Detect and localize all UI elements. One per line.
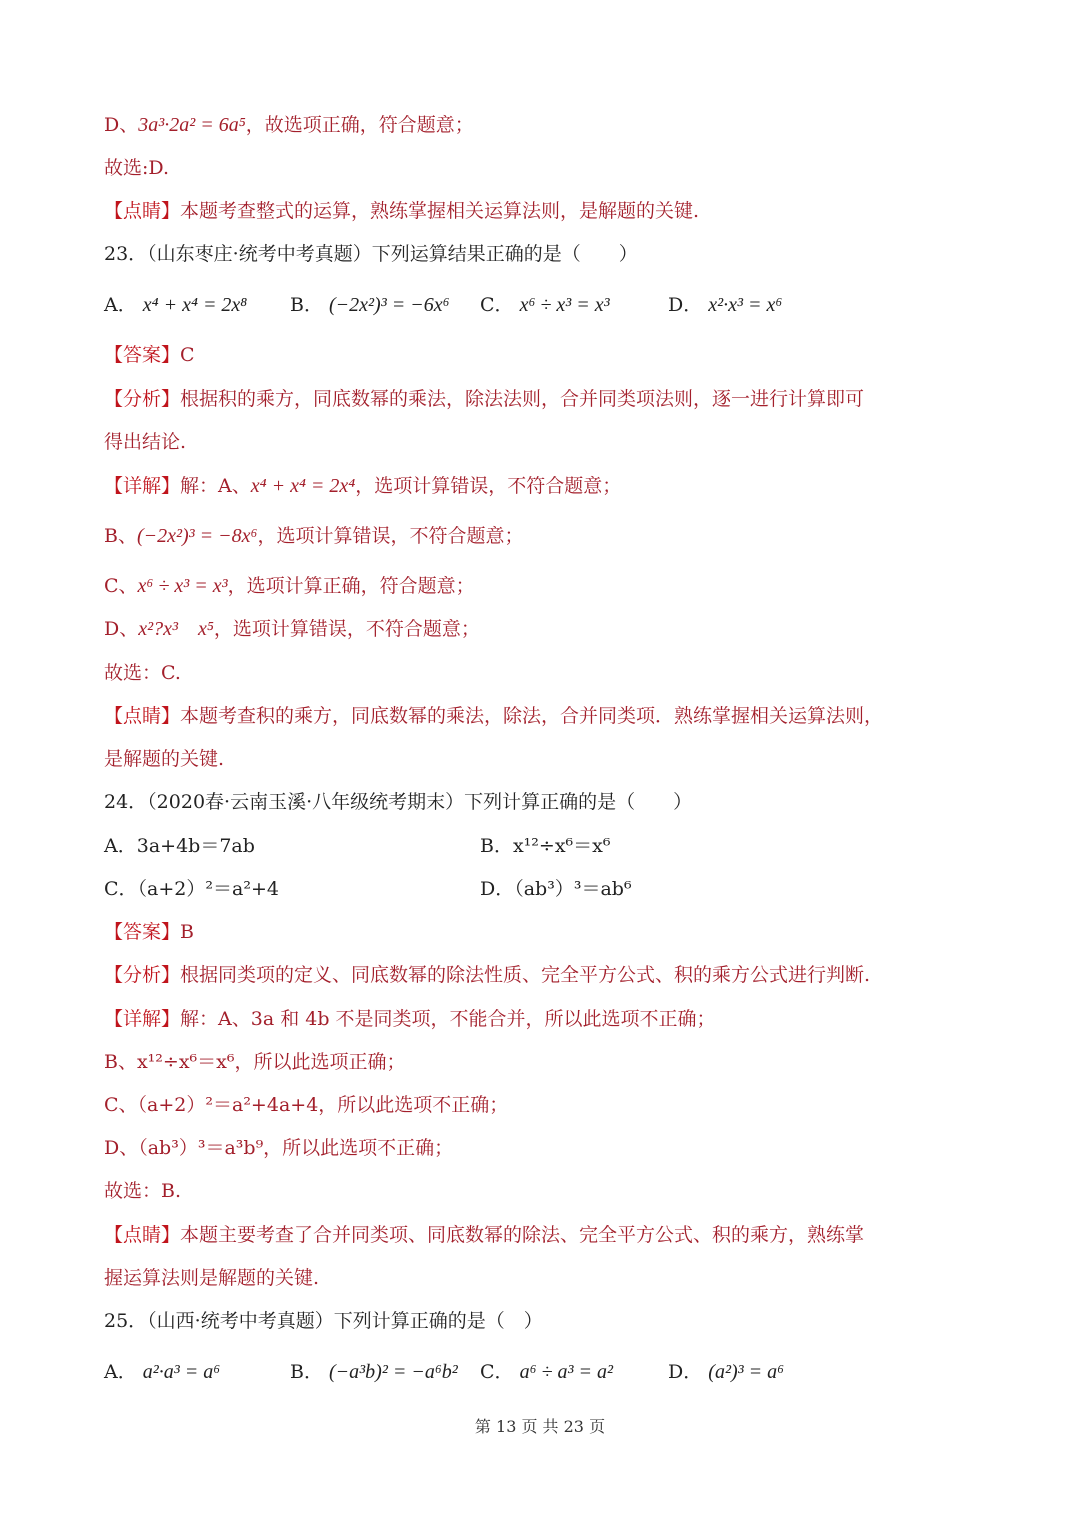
math: 3a+4b＝7ab xyxy=(136,835,255,857)
label: D． xyxy=(668,294,703,316)
prefix: C、 xyxy=(104,575,138,597)
q24-detail-b: B、x¹²÷x⁶＝x⁶，所以此选项正确； xyxy=(104,1051,406,1073)
detail-tag: 【详解】 xyxy=(104,475,181,497)
q23-detail-a xyxy=(104,473,621,499)
q24-detail-c: C、（a+2）²＝a²+4a+4，所以此选项不正确； xyxy=(104,1094,509,1116)
label: C． xyxy=(104,878,138,900)
answer-tag: 【答案】 xyxy=(104,921,181,943)
label: C． xyxy=(480,1361,514,1383)
text: ，选项计算错误，不符合题意； xyxy=(355,475,622,497)
q24-answer xyxy=(104,919,194,945)
q23-detail-d xyxy=(104,616,480,642)
label: D． xyxy=(480,878,515,900)
note-tag: 【点睛】 xyxy=(104,200,181,222)
math: (−2x²)³ = −8x⁶ xyxy=(136,525,258,547)
math: (−a³b)² = −a⁶b² xyxy=(329,1361,458,1383)
answer-value: C xyxy=(180,344,195,366)
note-tag: 【点睛】 xyxy=(104,1224,181,1246)
text: ，选项计算正确，符合题意； xyxy=(227,575,475,597)
label: A． xyxy=(104,1361,137,1383)
answer-value: B xyxy=(180,921,194,943)
q22-detail-d xyxy=(104,112,474,138)
answer-tag: 【答案】 xyxy=(104,344,181,366)
q24-stem: 24．（2020春·云南玉溪·八年级统考期末）下列计算正确的是（ ） xyxy=(104,791,693,813)
label: B． xyxy=(480,835,513,857)
math: x⁴ + x⁴ = 2x⁴ xyxy=(250,475,356,497)
math: 3a³·2a² = 6a⁵ xyxy=(138,114,246,136)
q24-option-c xyxy=(104,876,279,902)
detail-tag: 【详解】 xyxy=(104,1008,181,1030)
note-tag: 【点睛】 xyxy=(104,705,181,727)
q25-option-b xyxy=(290,1359,458,1385)
q24-choice: 故选：B. xyxy=(104,1180,182,1202)
q23-option-a xyxy=(104,292,247,318)
q23-note xyxy=(104,703,883,729)
math: (a²)³ = a⁶ xyxy=(708,1361,785,1383)
q25-option-d xyxy=(668,1359,784,1385)
q23-choice: 故选：C. xyxy=(104,662,181,684)
math: （a+2）²＝a²+4 xyxy=(137,878,279,900)
q24-option-b xyxy=(480,833,611,859)
note-text: 本题考查积的乘方，同底数幂的乘法，除法，合并同类项．熟练掌握相关运算法则， xyxy=(180,705,884,727)
math: a⁶ ÷ a³ = a² xyxy=(519,1361,614,1383)
label: D． xyxy=(668,1361,703,1383)
q23-analysis xyxy=(104,386,864,412)
q23-analysis-cont: 得出结论. xyxy=(104,431,187,453)
math: x²·x³ = x⁶ xyxy=(708,294,783,316)
text: ，选项计算错误，不符合题意； xyxy=(257,525,524,547)
q24-note-cont: 握运算法则是解题的关键. xyxy=(104,1267,320,1289)
q22-choice: 故选:D. xyxy=(104,157,169,179)
prefix: D、 xyxy=(104,618,139,640)
math: x⁶ ÷ x³ = x³ xyxy=(137,575,228,597)
q25-option-a xyxy=(104,1359,220,1385)
q24-note xyxy=(104,1222,864,1248)
page-footer: 第 13 页 共 23 页 xyxy=(474,1417,606,1436)
analysis-text: 根据同类项的定义、同底数幂的除法性质、完全平方公式、积的乘方公式进行判断. xyxy=(180,964,871,986)
label: B． xyxy=(290,294,323,316)
analysis-tag: 【分析】 xyxy=(104,388,181,410)
q23-option-b xyxy=(290,292,450,318)
q23-note-cont: 是解题的关键. xyxy=(104,748,225,770)
math: a²·a³ = a⁶ xyxy=(142,1361,221,1383)
q23-stem: 23．（山东枣庄·统考中考真题）下列运算结果正确的是（ ） xyxy=(104,243,638,265)
q25-option-c xyxy=(480,1359,613,1385)
analysis-text: 根据积的乘方，同底数幂的乘法，除法法则，合并同类项法则，逐一进行计算即可 xyxy=(180,388,865,410)
note-text: 本题考查整式的运算，熟练掌握相关运算法则，是解题的关键. xyxy=(180,200,700,222)
prefix: B、 xyxy=(104,525,137,547)
q25-stem: 25．（山西·统考中考真题）下列计算正确的是（ ） xyxy=(104,1310,543,1332)
q24-detail-d: D、（ab³）³＝a³b⁹，所以此选项不正确； xyxy=(104,1137,454,1159)
math: x¹²÷x⁶＝x⁶ xyxy=(512,835,611,857)
q24-detail-a xyxy=(104,1006,716,1032)
q24-analysis xyxy=(104,962,870,988)
prefix: 解：A、 xyxy=(180,475,251,497)
label: D、 xyxy=(104,114,139,136)
detail-text: 解：A、3a 和 4b 不是同类项，不能合并，所以此选项不正确； xyxy=(180,1008,716,1030)
math: x²?x³ x⁵ xyxy=(138,618,214,640)
math: （ab³）³＝ab⁶ xyxy=(514,878,632,900)
analysis-tag: 【分析】 xyxy=(104,964,181,986)
label: A． xyxy=(104,294,137,316)
text: ，选项计算错误，不符合题意； xyxy=(213,618,480,640)
q23-detail-c xyxy=(104,573,475,599)
label: A． xyxy=(104,835,137,857)
q24-option-d xyxy=(480,876,632,902)
math: x⁶ ÷ x³ = x³ xyxy=(519,294,610,316)
label: B． xyxy=(290,1361,323,1383)
q24-option-a xyxy=(104,833,255,859)
math: (−2x²)³ = −6x⁶ xyxy=(329,294,450,316)
math: x⁴ + x⁴ = 2x⁸ xyxy=(142,294,248,316)
text: ，故选项正确，符合题意； xyxy=(245,114,474,136)
note-text: 本题主要考查了合并同类项、同底数幂的除法、完全平方公式、积的乘方，熟练掌 xyxy=(180,1224,865,1246)
q23-option-c xyxy=(480,292,610,318)
q22-note xyxy=(104,198,699,224)
q23-detail-b xyxy=(104,523,524,549)
q23-answer xyxy=(104,342,195,368)
q23-option-d xyxy=(668,292,782,318)
label: C． xyxy=(480,294,514,316)
